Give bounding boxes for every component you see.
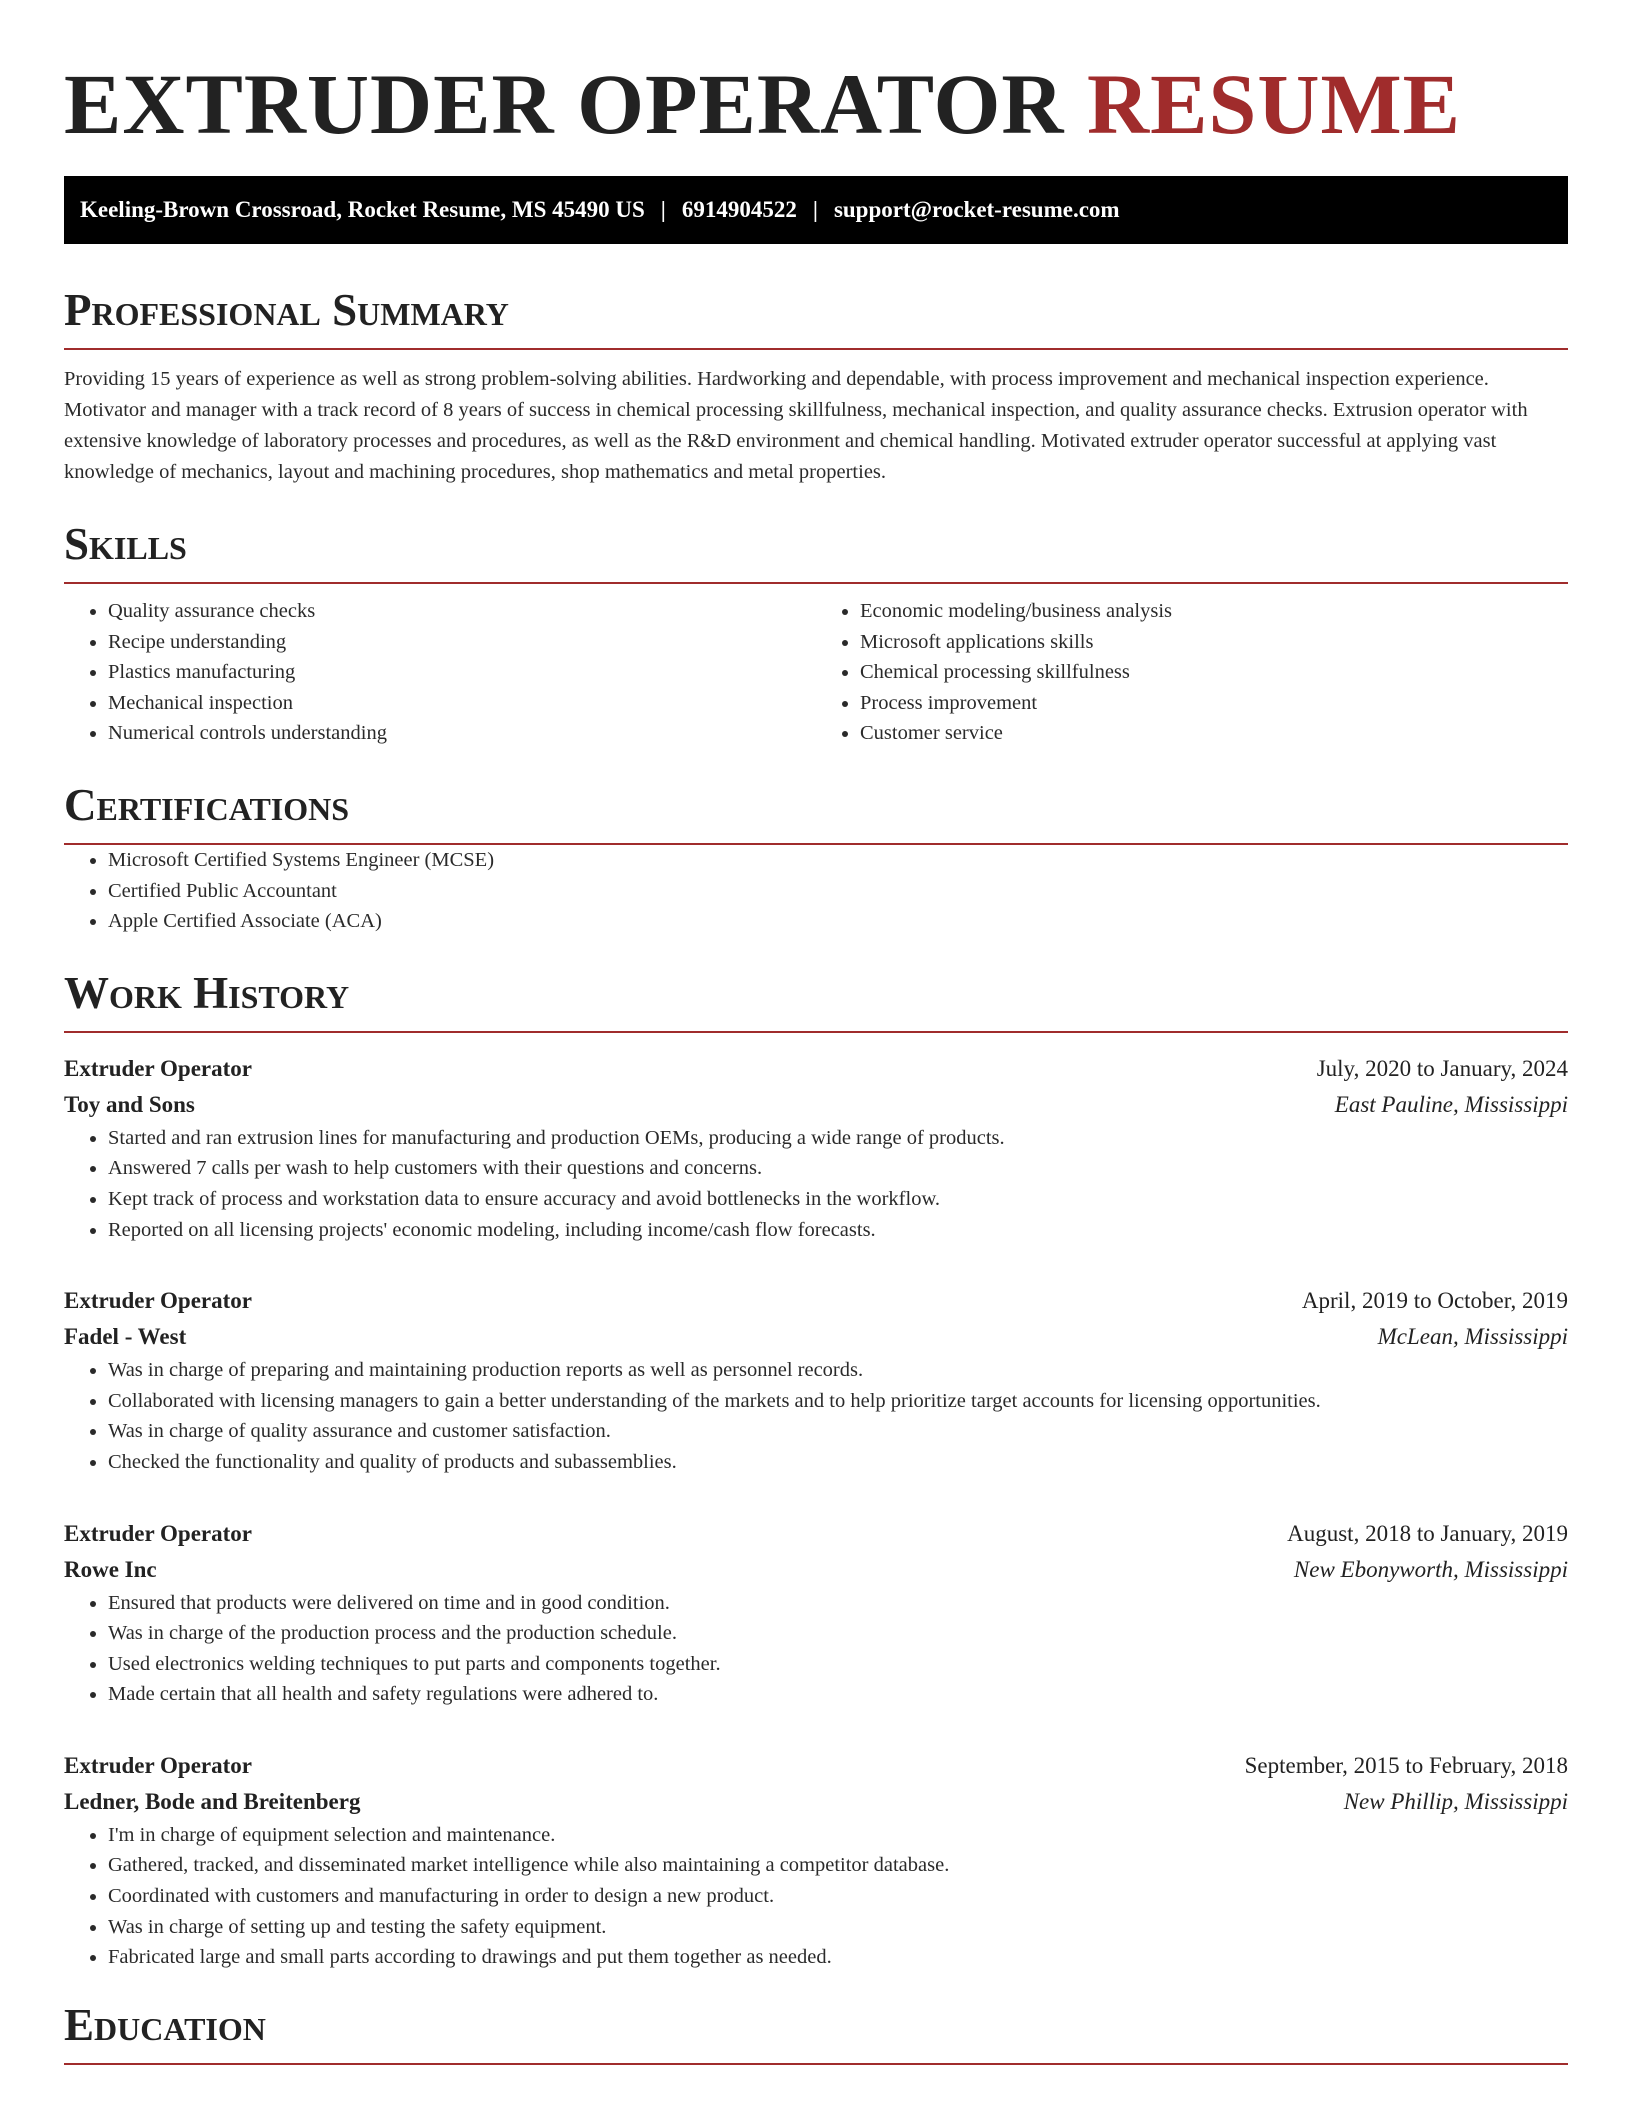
job-bullet: • Reported on all licensing projects' economic modeling, including income/cash flow forecasts. xyxy=(108,1215,1568,1246)
skill-item: • Process improvement xyxy=(860,688,1568,719)
job-location: New Ebonyworth, Mississippi xyxy=(1293,1556,1568,1582)
job-header-row xyxy=(64,1283,1568,1319)
job-bullet: • Fabricated large and small parts according to drawings and put them together as needed. xyxy=(108,1942,1568,1973)
job-entry xyxy=(64,1051,1568,1245)
job-entry xyxy=(64,1516,1568,1710)
job-company-row xyxy=(64,1319,1568,1355)
resume-title xyxy=(64,56,1568,152)
skill-item: • Quality assurance checks xyxy=(108,596,816,627)
certification-item: • Apple Certified Associate (ACA) xyxy=(108,906,1568,937)
job-bullets xyxy=(64,1588,1568,1710)
work-history-section xyxy=(64,967,1568,1973)
job-company-row xyxy=(64,1784,1568,1820)
job-bullet: • Kept track of process and workstation data to ensure accuracy and avoid bottlenecks in the workflow. xyxy=(108,1184,1568,1215)
job-dates: July, 2020 to January, 2024 xyxy=(1316,1055,1568,1081)
job-entry xyxy=(64,1748,1568,1973)
work-history-heading: Work History xyxy=(64,967,1568,1033)
job-bullets xyxy=(64,1820,1568,1973)
job-company-row xyxy=(64,1087,1568,1123)
job-bullet: • Made certain that all health and safety regulations were adhered to. xyxy=(108,1679,1568,1710)
job-company: Rowe Inc xyxy=(64,1556,157,1582)
job-company-row xyxy=(64,1552,1568,1588)
job-entry xyxy=(64,1283,1568,1477)
skills-section xyxy=(64,518,1568,749)
job-bullet: • Coordinated with customers and manufacturing in order to design a new product. xyxy=(108,1881,1568,1912)
skills-heading: Skills xyxy=(64,518,1568,584)
job-bullet: • Used electronics welding techniques to put parts and components together. xyxy=(108,1649,1568,1680)
job-location: New Phillip, Mississippi xyxy=(1343,1788,1568,1814)
skills-list-right xyxy=(816,596,1568,749)
job-title: Extruder Operator xyxy=(64,1520,253,1546)
job-bullet: • Answered 7 calls per wash to help customers with their questions and concerns. xyxy=(108,1153,1568,1184)
summary-text: Providing 15 years of experience as well as strong problem-solving abilities. Hardworking and dependable, with process improvement and mechanical inspection experience. Motivator and manager with a track record of 8 years of success in chemical processing skillfulness, mechanical inspection, and quality assurance checks. Extrusion operator with extensive knowledge of laboratory processes and procedures, as well as the R&D environment and chemical handling. Motivated extruder operator successful at applying vast knowledge of mechanics, layout and machining procedures, shop mathematics and metal properties. xyxy=(64,368,1528,483)
certifications-heading: Certifications xyxy=(64,779,1568,845)
job-bullet: • Was in charge of preparing and maintaining production reports as well as personnel records. xyxy=(108,1355,1568,1386)
job-company: Toy and Sons xyxy=(64,1091,195,1117)
job-company: Fadel - West xyxy=(64,1324,187,1350)
summary-heading: Professional Summary xyxy=(64,284,1568,350)
education-heading: Education xyxy=(64,1999,1568,2065)
skill-item: • Plastics manufacturing xyxy=(108,657,816,688)
contact-address: Keeling-Brown Crossroad, Rocket Resume, MS 45490 US xyxy=(80,197,645,222)
job-bullets xyxy=(64,1123,1568,1245)
job-bullet: • Started and ran extrusion lines for manufacturing and production OEMs, producing a wide range of products. xyxy=(108,1123,1568,1154)
job-dates: August, 2018 to January, 2019 xyxy=(1287,1520,1568,1546)
job-location: McLean, Mississippi xyxy=(1377,1324,1568,1350)
summary-section xyxy=(64,284,1568,488)
job-company: Ledner, Bode and Breitenberg xyxy=(64,1788,361,1814)
job-header-row xyxy=(64,1748,1568,1784)
skill-item: • Chemical processing skillfulness xyxy=(860,657,1568,688)
job-bullet: • Checked the functionality and quality of products and subassemblies. xyxy=(108,1447,1568,1478)
education-section xyxy=(64,1999,1568,2065)
skill-item: • Recipe understanding xyxy=(108,627,816,658)
job-header-row xyxy=(64,1051,1568,1087)
job-bullet: • Was in charge of the production process and the production schedule. xyxy=(108,1618,1568,1649)
certification-item: • Certified Public Accountant xyxy=(108,876,1568,907)
skills-list-left xyxy=(64,596,816,749)
job-dates: September, 2015 to February, 2018 xyxy=(1244,1752,1568,1778)
contact-phone: 6914904522 xyxy=(681,197,797,222)
job-title: Extruder Operator xyxy=(64,1288,253,1314)
job-dates: April, 2019 to October, 2019 xyxy=(1301,1288,1568,1314)
job-bullets xyxy=(64,1355,1568,1477)
skill-item: • Customer service xyxy=(860,718,1568,749)
job-title: Extruder Operator xyxy=(64,1055,253,1081)
skill-item: • Microsoft applications skills xyxy=(860,627,1568,658)
job-bullet: • Ensured that products were delivered on time and in good condition. xyxy=(108,1588,1568,1619)
job-header-row xyxy=(64,1516,1568,1552)
skills-columns xyxy=(64,596,1568,749)
job-bullet: • Gathered, tracked, and disseminated market intelligence while also maintaining a competitor database. xyxy=(108,1850,1568,1881)
job-title: Extruder Operator xyxy=(64,1752,253,1778)
job-bullet: • Collaborated with licensing managers to gain a better understanding of the markets and to help prioritize target accounts for licensing opportunities. xyxy=(108,1386,1568,1417)
contact-separator: | xyxy=(660,197,666,222)
skill-item: • Mechanical inspection xyxy=(108,688,816,719)
job-bullet: • Was in charge of setting up and testing the safety equipment. xyxy=(108,1912,1568,1943)
certifications-section xyxy=(64,779,1568,937)
title-main: EXTRUDER OPERATOR xyxy=(64,56,1065,152)
contact-email: support@rocket-resume.com xyxy=(833,197,1120,222)
skill-item: • Economic modeling/business analysis xyxy=(860,596,1568,627)
certification-item: • Microsoft Certified Systems Engineer (MCSE) xyxy=(108,845,1568,876)
certifications-list xyxy=(64,845,1568,937)
title-accent: RESUME xyxy=(1087,56,1461,152)
job-bullet: • Was in charge of quality assurance and customer satisfaction. xyxy=(108,1416,1568,1447)
contact-separator: | xyxy=(812,197,818,222)
job-location: East Pauline, Mississippi xyxy=(1334,1091,1568,1117)
skill-item: • Numerical controls understanding xyxy=(108,718,816,749)
contact-bar xyxy=(64,176,1568,244)
job-bullet: • I'm in charge of equipment selection and maintenance. xyxy=(108,1820,1568,1851)
